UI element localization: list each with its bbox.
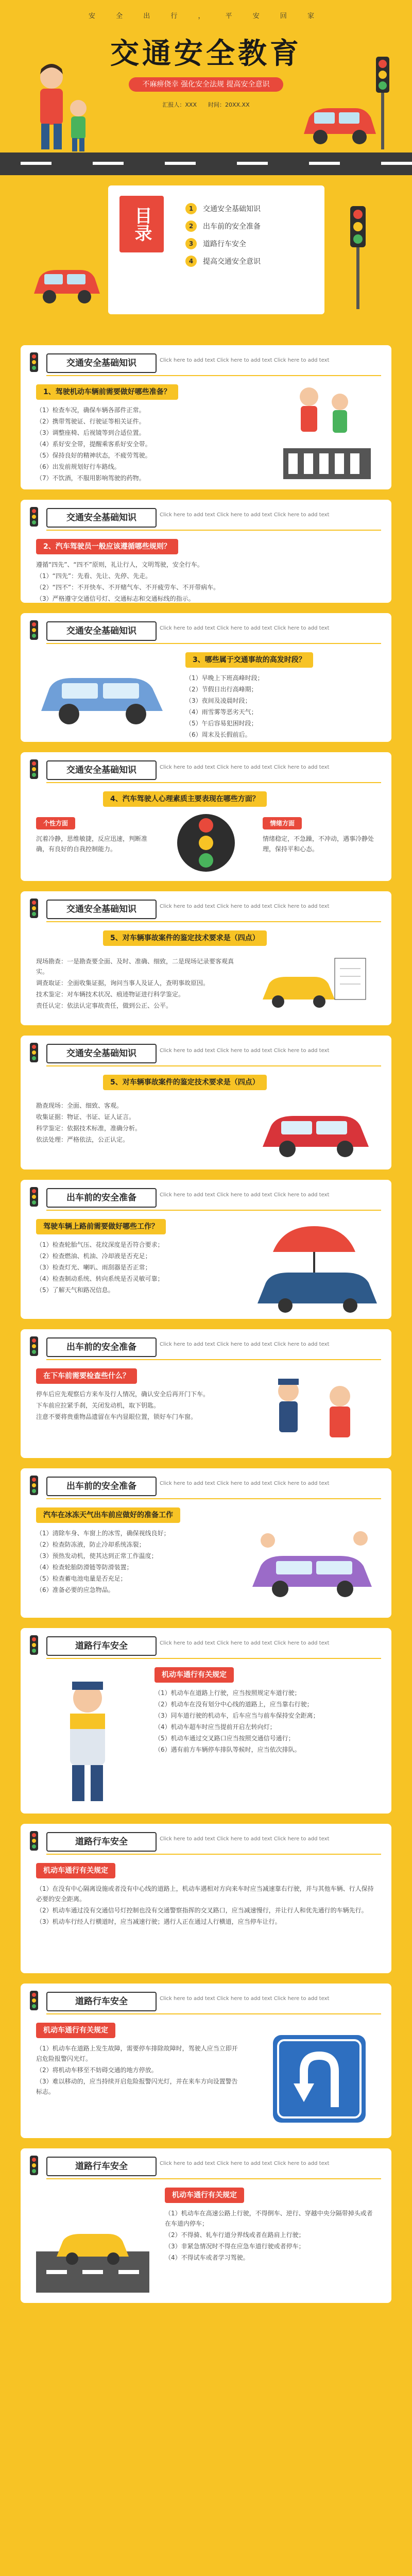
blue-car-icon [36,659,170,732]
text-line: （7）不饮酒，不服用影响驾驶的药物。 [36,474,145,482]
text-line: （3）机动车行经人行横道时，应当减速行驶；遇行人正在通过人行横道，应当停车让行。 [36,1918,281,1925]
slide-title: 交通安全基础知识 [46,621,157,641]
text-line: 现场勘查：一是勘查要全面、及时、准确、细致，二是现场记录要客观真实。 [36,958,234,975]
traffic-light-icon [175,812,237,874]
text-line: 责任认定：依法认定事故责任，做到公正、公平。 [36,1002,173,1009]
slide-ribbon: Click here to add text Click here to add text Click here to add text [160,904,330,909]
slide-10 [21,1628,391,1814]
slide-text [36,2043,242,2098]
text-line: （1）机动车在道路上发生故障，需要停车排除故障时，驾驶人应当立即开启危险报警闪光灯。 [36,2045,238,2062]
slide-ribbon: Click here to add text Click here to add text Click here to add text [160,1836,330,1842]
text-line: （1）早晚上下班高峰时段； [185,674,264,682]
question-bar: 1、驾驶机动车辆前需要做好哪些准备？ [36,384,178,400]
cover-meta: 汇报人：XXX 时间：20XX.XX [162,101,250,108]
slide-title: 出车前的安全准备 [46,1337,157,1357]
text-line: （1）“四先”：先看、先让、先停、先走。 [36,572,152,580]
text-line: （1）在没有中心隔离设施或者没有中心线的道路上，机动车遇相对方向来车时应当减速靠右行驶，并与其他车辆、行人保持必要的安全距离。 [36,1885,374,1903]
question-bar: 驾驶车辆上路前需要做好哪些工作？ [36,1219,166,1234]
slide-header [21,1180,391,1211]
question-bar: 5、对车辆事故案件的鉴定技术要求是（四点） [103,1075,267,1090]
slide-text [165,2208,376,2264]
traffic-light-icon [30,352,38,372]
text-line: （3）调整座椅、后视镜等到合适位置。 [36,429,145,436]
text-line: （2）节假日出行高峰期； [185,686,258,693]
slide-header [21,500,391,531]
text-line: （1）检查轮胎气压、花纹深度是否符合要求； [36,1241,164,1248]
text-line: （1）检查车况，确保车辆各部件正常。 [36,406,145,414]
lane-mark [93,162,124,165]
divider [46,375,381,376]
slide-header [21,345,391,376]
text-line: （4）检查制动系统、转向系统是否灵敏可靠； [36,1275,164,1282]
slide-header [21,1824,391,1855]
question-bar: 在下车前需要检查些什么？ [36,1368,137,1384]
text-line: （5）了解天气和路况信息。 [36,1286,114,1294]
toc-item-label: 提高交通安全意识 [203,258,261,266]
text-line: 注意不要将贵重物品遗留在车内显眼位置，锁好车门车窗。 [36,1413,197,1420]
pedestrian-crossing-icon [273,381,381,484]
accident-scene-icon [258,948,376,1020]
toc-item[interactable] [185,217,261,235]
slide-ribbon: Click here to add text Click here to add text Click here to add text [160,1996,330,2002]
text-line: 调查取证：全面收集证据，询问当事人及证人，查明事故原因。 [36,979,210,987]
question-bar: 3、哪些属于交通事故的高发时段？ [185,652,313,668]
text-line: （2）“四不”：不开快车、不开赌气车、不开疲劳车、不开带病车。 [36,584,220,591]
traffic-police-icon [36,1674,139,1803]
divider [46,643,381,644]
toc-number: 1 [185,203,197,214]
toc-item[interactable] [185,200,261,217]
u-turn-sign-icon [268,2030,371,2128]
slide-header [21,1329,391,1360]
slide-text [154,1688,376,1756]
slide-header [21,1984,391,2014]
text-line: （1）机动车在道路上行驶，应当按照规定车道行驶； [154,1689,301,1697]
police-officer-icon [252,1370,381,1453]
text-line: （5）午后容易犯困时段； [185,720,258,727]
text-line: （2）携带驾驶证、行驶证等相关证件。 [36,418,145,425]
divider [46,2178,381,2179]
slide-title: 道路行车安全 [46,1992,157,2011]
question-bar: 机动车通行有关规定 [154,1667,234,1683]
question-bar: 汽车在冰冻天气出车前应做好的准备工作 [36,1507,180,1523]
text-line: 科学鉴定：依据技术标准，准确分析。 [36,1125,142,1132]
toc-number: 2 [185,221,197,232]
slide-2 [21,500,391,603]
text-line: （1）清除车身、车窗上的冰雪，确保视线良好； [36,1530,170,1537]
slide-text [185,673,376,741]
traffic-light-icon [30,1635,38,1655]
slide-11 [21,1824,391,1973]
divider [46,2013,381,2014]
text-line: （2）将机动车移至不妨碍交通的地方停放。 [36,2066,158,2074]
text-line: （5）保持良好的精神状态，不疲劳驾驶。 [36,452,151,459]
divider [46,1065,381,1066]
family-illustration-icon [21,57,98,160]
slide-ribbon: Click here to add text Click here to add text Click here to add text [160,512,330,518]
traffic-light-icon [30,759,38,779]
question-bar: 机动车通行有关规定 [36,2023,115,2038]
text-line: （3）夜间及凌晨时段； [185,697,251,704]
toc-list [185,200,261,270]
traffic-light-icon [30,1043,38,1062]
slide-title: 交通安全基础知识 [46,1044,157,1063]
slide-title: 交通安全基础知识 [46,760,157,780]
slide-ribbon: Click here to add text Click here to add text Click here to add text [160,1192,330,1198]
toc-section [0,175,412,335]
slide-ribbon: Click here to add text Click here to add text Click here to add text [160,1048,330,1054]
cover-slogan: 安 全 出 行 ， 平 安 回 家 [88,12,324,20]
slide-13 [21,2148,391,2303]
text-line: （2）机动车通过没有交通信号灯控制也没有交通警察指挥的交叉路口，应当减速慢行，并让行人和优先通行的车辆先行。 [36,1907,368,1914]
text-line: （4）系好安全带，提醒乘客系好安全带。 [36,440,151,448]
traffic-light-icon [30,1336,38,1356]
divider [46,782,381,783]
text-line: 勘查现场：全面、细致、客观。 [36,1102,123,1109]
text-line: （3）非紧急情况时不得在应急车道行驶或者停车； [165,2243,305,2250]
text-line: （3）检查灯光、喇叭、雨刮器是否正常； [36,1264,151,1271]
lane-mark [165,162,196,165]
question-bar: 4、汽车驾驶人心理素质主要表现在哪些方面？ [103,791,267,807]
right-label: 情绪方面 [263,817,302,829]
text-line: （2）机动车在没有划分中心线的道路上，应当靠右行驶； [154,1701,313,1708]
slide-7 [21,1180,391,1319]
slide-ribbon: Click here to add text Click here to add text Click here to add text [160,2161,330,2166]
umbrella-car-icon [252,1221,381,1314]
slide-title: 交通安全基础知识 [46,508,157,528]
lane-mark [21,162,52,165]
left-text: 沉着冷静，思维敏捷，反应迅速，判断准确，有良好的自我控制能力。 [36,835,148,853]
slide-text [36,1389,242,1423]
slide-title: 道路行车安全 [46,1832,157,1852]
text-line: （1）机动车在高速公路上行驶，不得倒车、逆行、穿越中央分隔带掉头或者在车道内停车； [165,2210,373,2227]
slide-ribbon: Click here to add text Click here to add text Click here to add text [160,1640,330,1646]
road-scene-icon [36,2200,149,2293]
toc-item-label: 出车前的安全准备 [203,223,261,231]
toc-label: 目录 [119,196,164,252]
slide-8 [21,1329,391,1458]
text-line: （2）检查燃油、机油、冷却液是否充足； [36,1252,151,1260]
slide-header [21,752,391,783]
traffic-light-icon [30,620,38,640]
toc-item[interactable] [185,235,261,252]
text-line: （5）机动车通过交叉路口应当按照交通信号通行； [154,1735,295,1742]
lane-mark [309,162,340,165]
car-icon [31,247,103,309]
slide-ribbon: Click here to add text Click here to add text Click here to add text [160,1481,330,1486]
text-line: （3）预热发动机，使其达到正常工作温度； [36,1552,158,1560]
text-line: （4）雨雪雾等恶劣天气； [185,708,258,716]
slide-1 [21,345,391,489]
text-line: （2）不得骑、轧车行道分界线或者在路肩上行驶； [165,2231,305,2239]
slide-header [21,1628,391,1659]
slide-ribbon: Click here to add text Click here to add text Click here to add text [160,765,330,770]
text-line: 技术鉴定：对车辆技术状况、痕迹物证进行科学鉴定。 [36,991,185,998]
slide-title: 出车前的安全准备 [46,1477,157,1496]
slide-header [21,891,391,922]
traffic-light-icon [30,2156,38,2175]
text-line: 依法处理：严格依法，公正认定。 [36,1136,129,1143]
slide-6 [21,1036,391,1170]
slide-title: 交通安全基础知识 [46,353,157,373]
cover-title: 交通安全教育 [110,37,302,71]
text-line: （5）检查蓄电池电量是否充足； [36,1575,127,1582]
question-bar: 机动车通行有关规定 [165,2188,244,2203]
divider [46,1359,381,1360]
slide-12 [21,1984,391,2138]
traffic-light-icon [30,899,38,918]
text-line: （3）同车道行驶的机动车，后车应当与前车保持安全距离； [154,1712,319,1719]
car-illustration-icon [299,57,402,155]
slide-5 [21,891,391,1025]
purple-car-icon [247,1520,381,1607]
text-line: 遵循“四先”、“四不”原则，礼让行人，文明驾驶，安全行车。 [36,561,203,568]
slide-title: 道路行车安全 [46,1636,157,1656]
traffic-light-icon [30,1187,38,1207]
slide-9 [21,1468,391,1618]
text-line: （4）机动车超车时应当提前开启左转向灯； [154,1723,276,1731]
traffic-light-icon [340,206,376,309]
question-bar: 5、对车辆事故案件的鉴定技术要求是（四点） [103,930,267,946]
toc-number: 3 [185,238,197,249]
traffic-light-icon [30,507,38,527]
slide-header [21,1036,391,1066]
slide-header [21,613,391,644]
slide-ribbon: Click here to add text Click here to add text Click here to add text [160,625,330,631]
toc-item-label: 道路行车安全 [203,240,246,248]
slide-text [36,405,263,484]
slide-text [36,1528,232,1596]
text-line: （6）遇有前方车辆停车排队等候时，应当依次排队。 [154,1746,301,1753]
slide-text [36,1240,242,1296]
question-bar: 机动车通行有关规定 [36,1863,115,1878]
lane-mark [381,162,412,165]
text-line: （6）周末及长假前后。 [185,731,251,738]
toc-number: 4 [185,256,197,267]
spacer-band [21,2313,391,2576]
slide-ribbon: Click here to add text Click here to add text Click here to add text [160,358,330,363]
slide-header [21,1468,391,1499]
text-line: 下车前应拉紧手刹，关闭发动机，取下钥匙。 [36,1402,160,1409]
traffic-light-icon [30,1991,38,2010]
divider [46,1854,381,1855]
toc-item[interactable] [185,252,261,270]
slide-4 [21,752,391,881]
lane-mark [237,162,268,165]
divider [46,1210,381,1211]
text-line: （6）准备必要的应急物品。 [36,1586,114,1594]
text-line: （4）不得试车或者学习驾驶。 [165,2254,249,2261]
slide-ribbon: Click here to add text Click here to add text Click here to add text [160,1342,330,1347]
right-text: 情绪稳定，不急躁，不冲动，遇事冷静处理，保持平和心态。 [263,835,374,853]
slide-header [21,2148,391,2179]
slide-3 [21,613,391,742]
cover-section [0,0,412,175]
divider [46,1658,381,1659]
traffic-light-icon [30,1831,38,1851]
slide-title: 道路行车安全 [46,2157,157,2176]
red-car-icon [258,1095,376,1162]
text-line: （2）检查防冻液，防止冷却系统冻裂； [36,1541,145,1548]
toc-item-label: 交通安全基础知识 [203,205,261,213]
text-line: （6）出发前规划好行车路线。 [36,463,121,470]
slide-title: 出车前的安全准备 [46,1188,157,1208]
slide-text [36,956,242,1012]
question-bar: 2、汽车驾驶员一般应该遵循哪些规则？ [36,539,178,554]
text-line: 收集证据：物证、书证、证人证言。 [36,1113,135,1121]
slide-text [36,1100,242,1146]
slide-text [36,1884,376,1928]
text-line: （3）严格遵守交通信号灯、交通标志和交通标线的指示。 [36,595,195,602]
text-line: （3）难以移动的，应当持续开启危险报警闪光灯，并在来车方向设置警告标志。 [36,2078,238,2095]
left-label: 个性方面 [36,817,75,829]
text-line: 停车后应先观察后方来车及行人情况，确认安全后再开门下车。 [36,1391,210,1398]
slide-title: 交通安全基础知识 [46,900,157,919]
text-line: （4）检查轮胎防滑链等防滑装置； [36,1564,133,1571]
divider [46,530,381,531]
traffic-light-icon [30,1476,38,1495]
slide-text [36,560,376,603]
divider [46,1498,381,1499]
cover-subtitle: 不麻痹侥幸 强化安全法规 提高安全意识 [129,77,283,92]
divider [46,921,381,922]
road-strip [0,152,412,175]
